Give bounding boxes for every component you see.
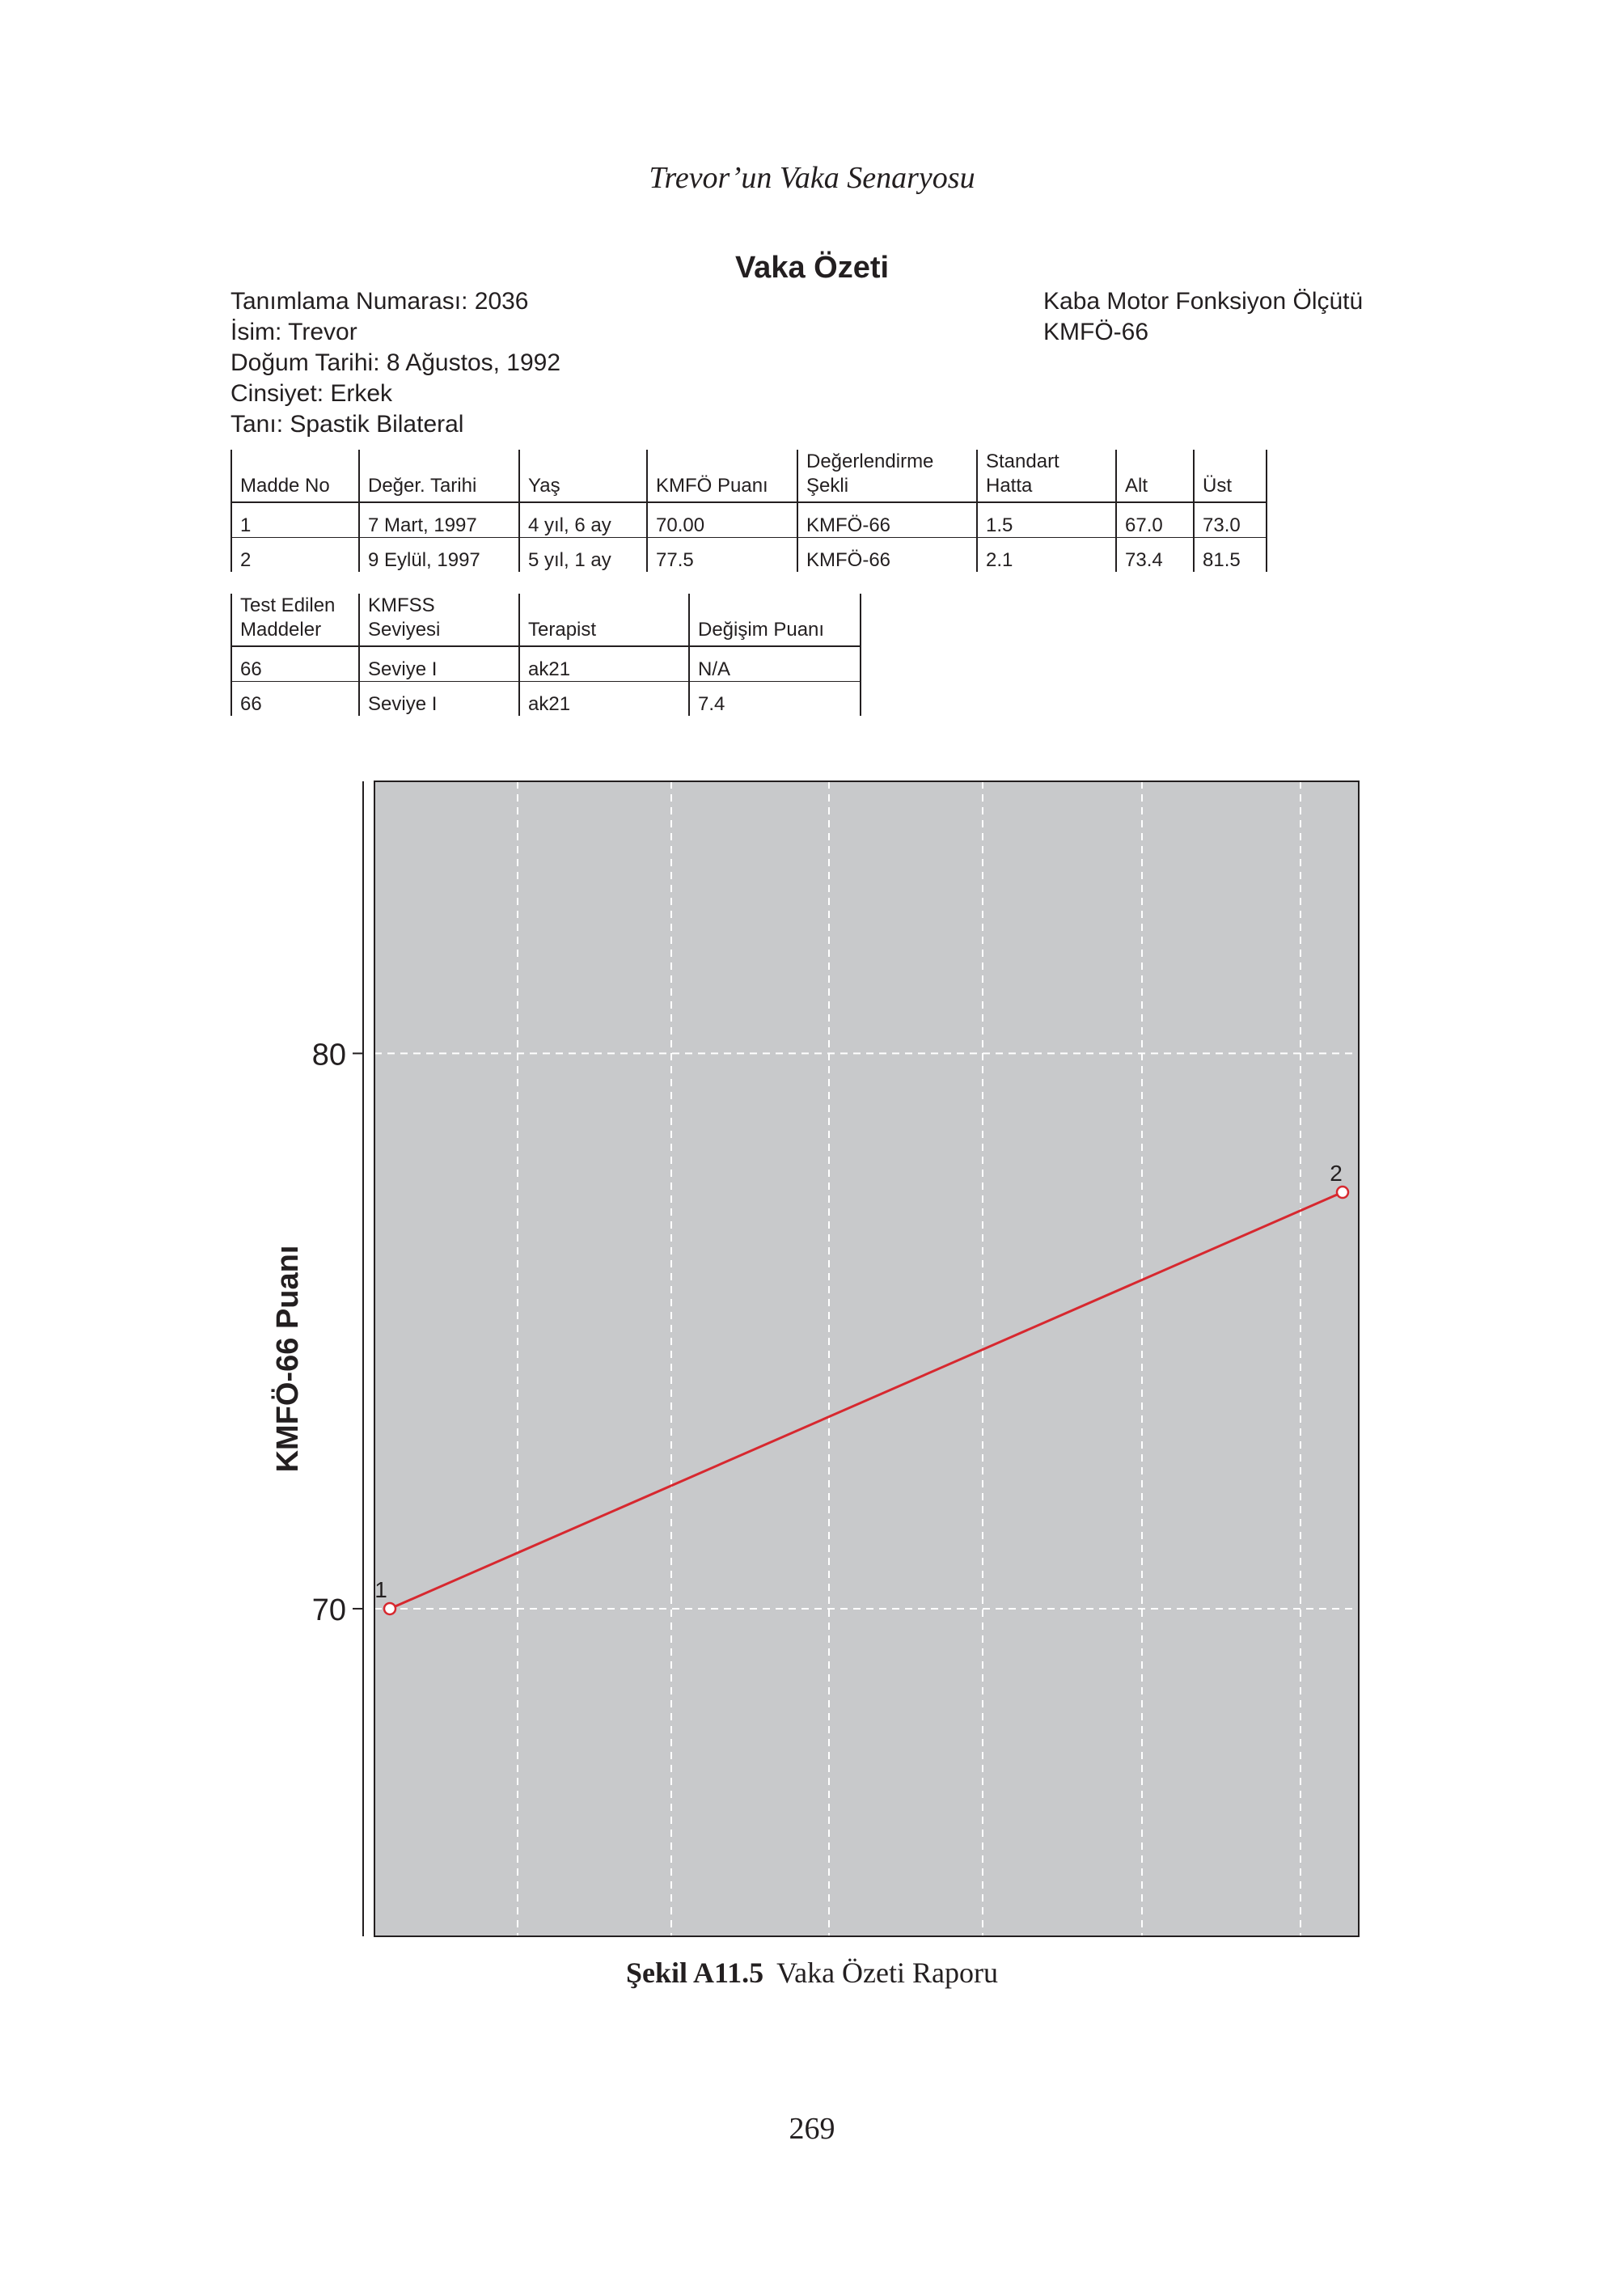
col-score: KMFÖ Puanı (647, 450, 797, 502)
running-head: Trevor’un Vaka Senaryosu (649, 161, 975, 195)
cell: Seviye I (359, 646, 519, 682)
cell: 4 yıl, 6 ay (519, 502, 647, 538)
cell: Seviye I (359, 682, 519, 717)
col-eval-type: Değerlendirme Şekli (797, 450, 977, 502)
cell: 2.1 (977, 538, 1116, 573)
patient-id: Tanımlama Numarası: 2036 (230, 288, 529, 315)
patient-sex: Cinsiyet: Erkek (230, 380, 393, 407)
figure-label: Şekil A11.5 (626, 1957, 764, 1989)
col-items-tested: Test Edilen Maddeler (231, 594, 359, 646)
cell: 9 Eylül, 1997 (359, 538, 519, 573)
col-item-no: Madde No (231, 450, 359, 502)
cell: ak21 (519, 682, 689, 717)
cell: 5 yıl, 1 ay (519, 538, 647, 573)
col-gmfcs-level: KMFSS Seviyesi (359, 594, 519, 646)
cell: 1 (231, 502, 359, 538)
measure-version: KMFÖ-66 (1043, 319, 1149, 345)
page-number: 269 (789, 2112, 835, 2146)
plot-background (374, 781, 1359, 1936)
col-age: Yaş (519, 450, 647, 502)
col-therapist: Terapist (519, 594, 689, 646)
col-lower: Alt (1116, 450, 1194, 502)
cell: 67.0 (1116, 502, 1194, 538)
col-std-error: Standart Hatta (977, 450, 1116, 502)
patient-diagnosis: Tanı: Spastik Bilateral (230, 411, 464, 438)
cell: 1.5 (977, 502, 1116, 538)
data-point (384, 1603, 395, 1614)
cell: N/A (689, 646, 861, 682)
cell: 66 (231, 682, 359, 717)
patient-name: İsim: Trevor (230, 319, 357, 345)
point-label: 1 (374, 1576, 387, 1602)
cell: 73.0 (1194, 502, 1267, 538)
cell: KMFÖ-66 (797, 502, 977, 538)
point-label: 2 (1330, 1161, 1343, 1187)
cell: 66 (231, 646, 359, 682)
summary-title: Vaka Özeti (734, 251, 890, 285)
figure-caption (0, 1956, 1624, 1990)
patient-birthdate: Doğum Tarihi: 8 Ağustos, 1992 (230, 349, 561, 376)
col-eval-date: Değer. Tarihi (359, 450, 519, 502)
figure-title: Vaka Özeti Raporu (776, 1957, 998, 1989)
cell: 7.4 (689, 682, 861, 717)
cell: 81.5 (1194, 538, 1267, 573)
cell: 2 (231, 538, 359, 573)
data-point (1337, 1187, 1348, 1198)
col-upper: Üst (1194, 450, 1267, 502)
y-tick-label: 70 (311, 1593, 346, 1627)
cell: ak21 (519, 646, 689, 682)
cell: 70.00 (647, 502, 797, 538)
cell: 73.4 (1116, 538, 1194, 573)
cell: 7 Mart, 1997 (359, 502, 519, 538)
measure-name: Kaba Motor Fonksiyon Ölçütü (1043, 288, 1364, 315)
cell: KMFÖ-66 (797, 538, 977, 573)
col-change-score: Değişim Puanı (689, 594, 861, 646)
y-axis-label: KMFÖ-66 Puanı (271, 1245, 305, 1473)
y-tick-label: 80 (311, 1038, 346, 1072)
cell: 77.5 (647, 538, 797, 573)
